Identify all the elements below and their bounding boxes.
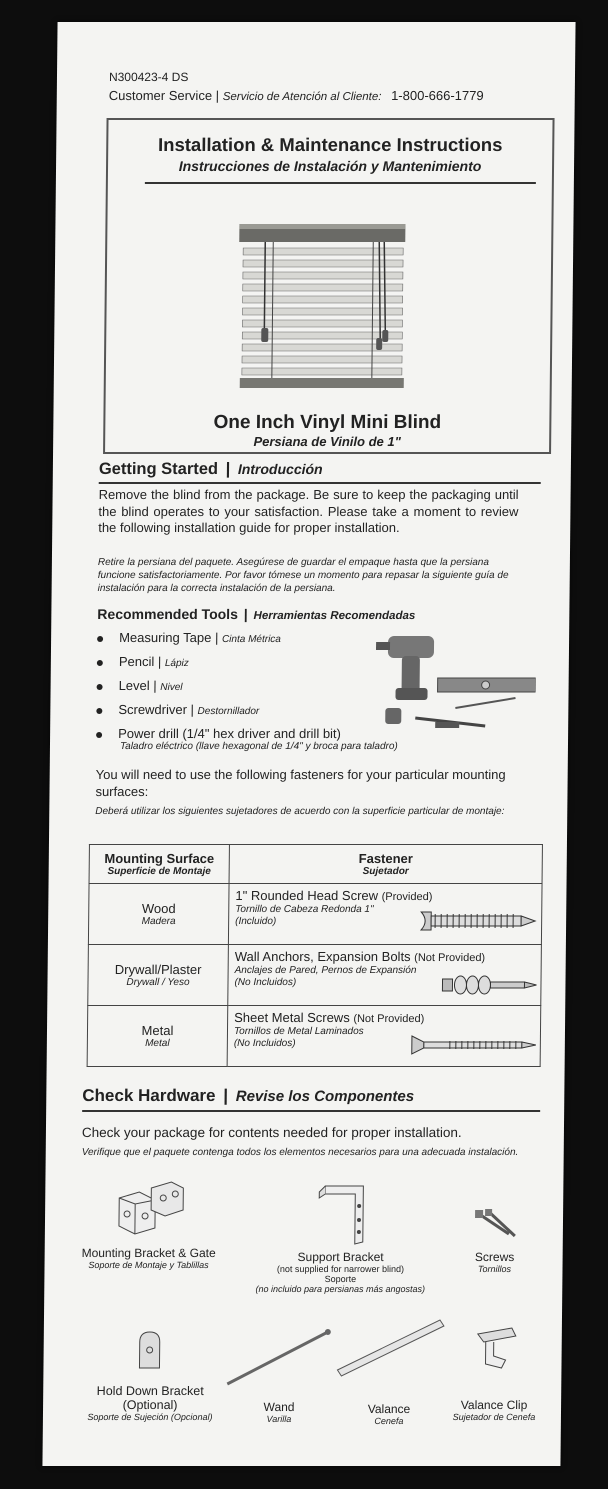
- surface-name: Drywall/Plaster: [114, 962, 202, 977]
- round-head-screw-icon: [419, 908, 537, 934]
- tool-name: Measuring Tape: [119, 630, 212, 645]
- hardware-item-valance-clip: [439, 1398, 549, 1422]
- tool-name: Power drill (1/4" hex driver and drill bit): [118, 726, 342, 741]
- item-label-es: Soporte: [324, 1274, 357, 1284]
- fasteners-intro: You will need to use the following fasteners for your particular mounting surfaces:: [95, 767, 506, 799]
- item-label: Screws: [474, 1250, 515, 1264]
- surface-name: Wood: [141, 901, 176, 916]
- screws-icon: [473, 1208, 517, 1242]
- header-en: Mounting Surface: [104, 851, 215, 866]
- title-es: Instrucciones de Instalación y Mantenimiento: [178, 158, 482, 174]
- heading-en: Getting Started: [98, 460, 219, 478]
- check-hardware-heading: [82, 1086, 414, 1106]
- title-en: Installation & Maintenance Instructions: [157, 134, 503, 155]
- item-note: (not supplied for narrower blind): [276, 1264, 405, 1274]
- fasteners-table: [87, 844, 543, 1067]
- fastener-note: (Not Provided): [414, 952, 486, 964]
- document-id: N300423-4 DS: [108, 70, 189, 84]
- tool-name: Screwdriver: [118, 702, 188, 717]
- fasteners-intro-es: Deberá utilizar los siguientes sujetadores de acuerdo con la superficie particular de montaje:: [95, 806, 505, 817]
- item-label-es: Sujetador de Cenefa: [452, 1412, 536, 1422]
- getting-started-body: Remove the blind from the package. Be sure to keep the packaging until the blind operates to your satisfaction. Please take a moment to review the following installation guide for proper installation.: [98, 487, 519, 535]
- separator: |: [215, 88, 220, 103]
- surface-name-es: Metal: [145, 1038, 170, 1049]
- phone-number: 1-800-666-1779: [391, 88, 484, 103]
- tool-name: Pencil: [118, 654, 155, 669]
- surface-cell: [88, 884, 229, 945]
- separator: |: [149, 678, 161, 693]
- item-label: Hold Down Bracket: [96, 1384, 204, 1398]
- separator: |: [211, 630, 223, 645]
- fastener-name: 1" Rounded Head Screw: [235, 888, 379, 903]
- valance-clip-icon: [471, 1324, 522, 1374]
- table-row: [88, 884, 542, 945]
- support-bracket-icon: [315, 1182, 376, 1248]
- tool-name: Level: [118, 678, 150, 693]
- getting-started-body-es: Retire la persiana del paquete. Asegúrese de guardar el empaque hasta que la persiana funcione satisfactoriamente. Por favor tómese un momento para repasar la siguiente guía de instalación para la correcta instalación de la persiana.: [97, 557, 509, 594]
- bullet-icon: [96, 732, 102, 738]
- fastener-note-es: (Incluido): [235, 916, 277, 927]
- wall-anchor-icon: [440, 973, 538, 997]
- bullet-icon: [96, 708, 102, 714]
- tool-item: [96, 726, 341, 741]
- hardware-item-support-bracket: [240, 1250, 440, 1294]
- item-label: Support Bracket: [297, 1250, 384, 1264]
- separator: |: [223, 1086, 229, 1105]
- wand-icon: [223, 1328, 332, 1388]
- header-es: Superficie de Montaje: [107, 866, 211, 877]
- tool-item: [97, 678, 183, 693]
- surface-name-es: Madera: [141, 916, 176, 927]
- check-hardware-body-es: Verifique que el paquete contenga todos los elementos necesarios para una adecuada instalación.: [81, 1147, 519, 1158]
- heading-en: Recommended Tools: [97, 606, 238, 622]
- item-label: Wand: [263, 1400, 295, 1414]
- item-label: Valance: [367, 1402, 411, 1416]
- surface-cell: [87, 1006, 228, 1067]
- heading-es: Introducción: [237, 461, 323, 477]
- item-note-es: (no incluido para persianas más angostas): [255, 1284, 426, 1294]
- table-row: [88, 945, 542, 1006]
- hardware-item-hold-down-bracket: [71, 1384, 229, 1422]
- valance-icon: [335, 1318, 446, 1378]
- tool-name-es: Taladro eléctrico (llave hexagonal de 1/4" y broca para taladro): [119, 741, 398, 752]
- heading-en: Check Hardware: [82, 1086, 216, 1105]
- customer-service-label-es: Servicio de Atención al Cliente:: [222, 91, 382, 103]
- hardware-item-screws: [454, 1250, 534, 1274]
- item-label-es: Soporte de Montaje y Tablillas: [88, 1260, 209, 1270]
- tool-item: [97, 654, 189, 669]
- separator: |: [225, 460, 231, 478]
- title-divider: [145, 182, 536, 184]
- item-label: Valance Clip: [460, 1398, 528, 1412]
- heading-es: Herramientas Recomendadas: [253, 610, 416, 622]
- surface-name-es: Drywall / Yeso: [126, 977, 190, 988]
- tool-name-es: Destornillador: [197, 706, 260, 717]
- fastener-name-es: Anclajes de Pared, Pernos de Expansión: [234, 965, 417, 976]
- fastener-note-es: (No Incluidos): [233, 1038, 296, 1049]
- item-label-es: Cenefa: [374, 1416, 404, 1426]
- fastener-name-es: Tornillos de Metal Laminados: [233, 1026, 364, 1037]
- fastener-name: Wall Anchors, Expansion Bolts: [234, 949, 411, 964]
- hold-down-bracket-icon: [129, 1328, 169, 1374]
- tool-name-es: Nivel: [160, 682, 183, 693]
- item-note: (Optional): [122, 1398, 178, 1412]
- customer-service-label: Customer Service: [108, 88, 213, 103]
- instruction-sheet: [42, 22, 575, 1466]
- bullet-icon: [97, 636, 103, 642]
- tool-item: [96, 702, 259, 717]
- product-name-es: Persiana de Vinilo de 1": [253, 434, 401, 449]
- fastener-note: (Provided): [381, 891, 433, 903]
- section-divider: [99, 482, 541, 484]
- fastener-cell: [228, 945, 542, 1006]
- surface-name: Metal: [141, 1023, 174, 1038]
- item-label-es: Varilla: [266, 1414, 292, 1424]
- tool-item: [97, 630, 281, 645]
- item-label-es: Soporte de Sujeción (Opcional): [87, 1412, 213, 1422]
- tool-name-es: Lápiz: [164, 658, 189, 669]
- section-divider: [82, 1110, 540, 1112]
- hardware-item-wand: [239, 1400, 319, 1424]
- table-row: [87, 1006, 541, 1067]
- fastener-note-es: (No Incluidos): [234, 977, 297, 988]
- hardware-item-valance: [349, 1402, 429, 1426]
- sheet-metal-screw-icon: [410, 1034, 538, 1056]
- fastener-name: Sheet Metal Screws: [234, 1010, 350, 1025]
- header-es: Sujetador: [362, 866, 409, 877]
- product-name: One Inch Vinyl Mini Blind: [213, 412, 442, 433]
- item-label-es: Tornillos: [477, 1264, 512, 1274]
- check-hardware-body: Check your package for contents needed for proper installation.: [81, 1125, 462, 1140]
- heading-es: Revise los Componentes: [235, 1088, 415, 1105]
- mounting-bracket-icon: [115, 1180, 188, 1236]
- title-box: [103, 118, 555, 454]
- column-header-surface: [89, 845, 229, 884]
- fastener-note: (Not Provided): [353, 1013, 425, 1025]
- fastener-cell: [227, 1006, 541, 1067]
- column-header-fastener: [229, 845, 542, 884]
- hardware-item-mounting-bracket: [68, 1246, 228, 1270]
- recommended-tools-heading: [97, 606, 415, 622]
- header-en: Fastener: [358, 851, 413, 866]
- fastener-name-es: Tornillo de Cabeza Redonda 1": [235, 904, 374, 915]
- fastener-cell: [228, 884, 542, 945]
- tools-illustration: [375, 622, 536, 734]
- customer-service-line: [109, 88, 484, 103]
- separator: |: [243, 606, 248, 622]
- separator: |: [154, 654, 165, 669]
- surface-cell: [88, 945, 229, 1006]
- bullet-icon: [97, 684, 103, 690]
- table-header-row: [89, 845, 542, 884]
- bullet-icon: [97, 660, 103, 666]
- item-label: Mounting Bracket & Gate: [81, 1246, 216, 1260]
- separator: |: [186, 702, 198, 717]
- getting-started-heading: [99, 460, 323, 479]
- mini-blind-illustration: [232, 220, 414, 400]
- tool-name-es: Cinta Métrica: [221, 634, 281, 645]
